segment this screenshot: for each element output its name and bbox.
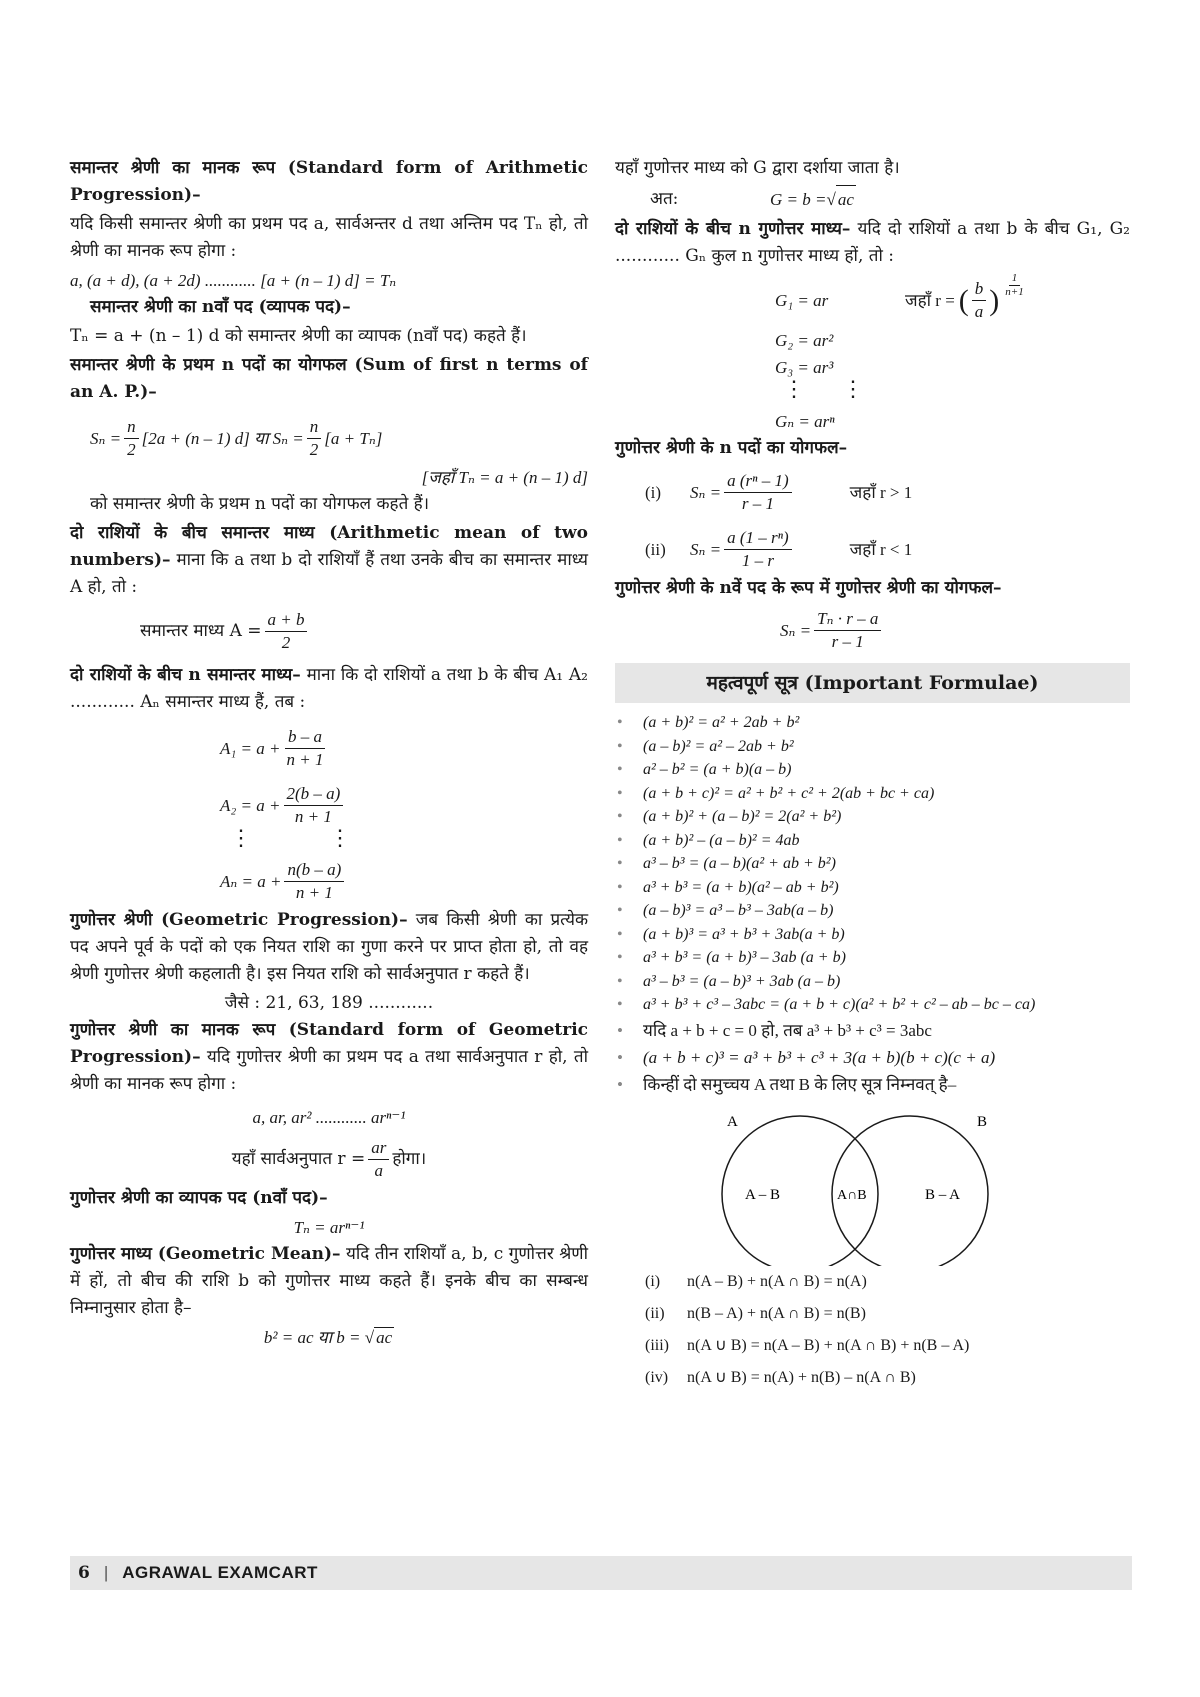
set-formula-text: n(A – B) + n(A ∩ B) = n(A) xyxy=(687,1272,867,1290)
heading-ap-n-means: दो राशियों के बीच n समान्तर माध्य– xyxy=(70,665,301,685)
list-item: • किन्हीं दो समुच्चय A तथा B के लिए सूत्र निम्नवत् है– xyxy=(615,1071,1130,1098)
list-item: • (a – b)² = a² – 2ab + b² xyxy=(615,735,1130,759)
numerator: ar xyxy=(368,1137,389,1160)
numerator: 2(b – a) xyxy=(284,783,344,806)
list-item: • (a + b)² – (a – b)² = 4ab xyxy=(615,829,1130,853)
text-gm-symbol: यहाँ गुणोत्तर माध्य को G द्वारा दर्शाया जाता है। xyxy=(615,158,900,178)
heading-gp-nth-term: गुणोत्तर श्रेणी का व्यापक पद (nवाँ पद)– xyxy=(70,1188,328,1208)
list-item: • a³ – b³ = (a – b)³ + 3ab (a – b) xyxy=(615,970,1130,994)
formula-g3: G₃ = ar³ xyxy=(775,358,834,377)
fraction xyxy=(284,783,344,828)
formula-g-text: G = b = xyxy=(770,189,827,209)
formula-gm-text: b² = ac या b = xyxy=(263,1328,365,1347)
gm-paragraph xyxy=(70,1241,588,1322)
formula-g-lhs: अत: xyxy=(650,188,679,209)
fraction xyxy=(124,416,139,461)
denominator: 2 xyxy=(127,440,136,459)
list-item: • (a + b)³ = a³ + b³ + 3ab(a + b) xyxy=(615,923,1130,947)
numerator: b – a xyxy=(285,726,325,749)
formula-lhs: Sₙ = xyxy=(690,540,722,559)
text-ap-mean: माना कि a तथा b दो राशियाँ हैं तथा उनके बीच का समान्तर माध्य A हो, तो : xyxy=(70,550,588,597)
denominator: a xyxy=(374,1161,384,1180)
formula-ap-mean xyxy=(70,609,588,654)
text-gp-n-means: यदि दो राशियों a तथा b के बीच G₁, G₂ ............ Gₙ कुल n गुणोत्तर माध्य हों, तो : xyxy=(615,219,1130,266)
page-number: 6 xyxy=(78,1563,90,1583)
gp-standard-paragraph xyxy=(70,1017,588,1098)
condition: जहाँ r < 1 xyxy=(849,540,913,559)
heading-gp-sum-nth: गुणोत्तर श्रेणी के nवें पद के रूप में गुणोत्तर श्रेणी का योगफल– xyxy=(615,578,1002,598)
formula-lhs: Sₙ = xyxy=(690,483,722,502)
label: (iii) xyxy=(645,1336,669,1354)
formula-gp-sum-2 xyxy=(615,527,1130,572)
list-item: • a² – b² = (a + b)(a – b) xyxy=(615,758,1130,782)
formula-ap-mean-lhs: समान्तर माध्य A = xyxy=(140,621,262,641)
numerator: n(b – a) xyxy=(284,859,344,882)
formula-a2-lhs: A₂ = a + xyxy=(220,796,281,815)
text-gp: जब किसी श्रेणी का प्रत्येक पद अपने पूर्व के पदों को एक नियत राशि का गुणा करने पर प्राप्त होता हो, तो वह श्रेणी गुणोत्तर श्रेणी कहलाती है। इस नियत राशि को सार्वअनुपात r कहते हैं। xyxy=(70,910,589,984)
venn-a-minus-b: A – B xyxy=(745,1186,781,1203)
numerator: a (rⁿ – 1) xyxy=(724,470,792,493)
heading-gp: गुणोत्तर श्रेणी (Geometric Progression)– xyxy=(70,910,408,930)
formula-g1-text: G₁ = ar xyxy=(775,291,829,310)
fraction xyxy=(724,470,792,515)
label: (i) xyxy=(645,1272,661,1290)
heading-gp-sum: गुणोत्तर श्रेणी के n पदों का योगफल– xyxy=(615,438,848,458)
denominator: r – 1 xyxy=(831,632,864,651)
formula-list xyxy=(615,711,1130,1017)
formula-gp-ratio-rhs: होगा। xyxy=(392,1149,427,1169)
list-item xyxy=(645,1266,1130,1298)
formula-an xyxy=(70,859,588,904)
heading-ap-nth-term: समान्तर श्रेणी का nवाँ पद (व्यापक पद)– xyxy=(90,297,351,317)
formula-gp-ratio-lhs: यहाँ सार्वअनुपात r = xyxy=(231,1149,366,1169)
label: (iv) xyxy=(645,1368,669,1386)
text-gp-standard: यदि गुणोत्तर श्रेणी का प्रथम पद a तथा सार्वअनुपात r हो, तो श्रेणी का मानक रूप होगा : xyxy=(70,1047,588,1094)
list-item: • (a + b + c)³ = a³ + b³ + c³ + 3(a + b)(b + c)(c + a) xyxy=(615,1044,1130,1071)
vertical-dots: ⋮ ⋮ xyxy=(230,826,351,851)
fraction xyxy=(307,416,322,461)
label: (ii) xyxy=(645,1304,665,1322)
numerator: Tₙ · r – a xyxy=(814,608,881,631)
text-ap-standard-form: यदि किसी समान्तर श्रेणी का प्रथम पद a, सार्वअन्तर d तथा अन्तिम पद Tₙ हो, तो श्रेणी का मानक रूप होगा : xyxy=(70,214,588,261)
denominator: n+1 xyxy=(1005,286,1024,298)
denominator: n + 1 xyxy=(286,750,324,769)
list-item: • a³ + b³ = (a + b)³ – 3ab (a + b) xyxy=(615,946,1130,970)
list-item: • a³ + b³ + c³ – 3abc = (a + b + c)(a² + b² + c² – ab – bc – ca) xyxy=(615,993,1130,1017)
denominator: n + 1 xyxy=(295,883,333,902)
list-item xyxy=(645,1330,1130,1362)
formula-ap-sum-mid: [2a + (n – 1) d] या Sₙ = xyxy=(141,429,304,448)
label: (i) xyxy=(645,483,662,502)
formula-a1 xyxy=(70,726,588,771)
fraction xyxy=(284,726,327,771)
set-formula-text: n(A ∪ B) = n(A) + n(B) – n(A ∩ B) xyxy=(687,1368,916,1386)
right-column xyxy=(615,155,1130,1394)
page-footer xyxy=(70,1556,1132,1590)
formula-a2 xyxy=(70,783,588,828)
fraction xyxy=(368,1137,389,1182)
numerator: 1 xyxy=(1009,272,1021,286)
footer-separator: | xyxy=(103,1563,109,1582)
vertical-dots: ⋮ ⋮ xyxy=(783,377,864,402)
formula-gn: Gₙ = arⁿ xyxy=(775,412,835,431)
venn-diagram xyxy=(615,1106,1130,1266)
list-item: • a³ + b³ = (a + b)(a² – ab + b²) xyxy=(615,876,1130,900)
denominator: n + 1 xyxy=(294,807,332,826)
list-item: • (a + b)² = a² + 2ab + b² xyxy=(615,711,1130,735)
formula-an-lhs: Aₙ = a + xyxy=(220,872,282,891)
ap-mean-paragraph xyxy=(70,520,588,601)
list-item: • (a + b)² + (a – b)² = 2(a² + b²) xyxy=(615,805,1130,829)
fraction xyxy=(814,608,881,653)
venn-b-minus-a: B – A xyxy=(925,1186,961,1203)
list-item: • (a – b)³ = a³ – b³ – 3ab(a – b) xyxy=(615,899,1130,923)
list-item xyxy=(645,1298,1130,1330)
set-formula-text: n(B – A) + n(A ∩ B) = n(B) xyxy=(687,1304,866,1322)
formula-gp-ratio xyxy=(70,1137,588,1182)
denominator: 1 – r xyxy=(741,551,774,570)
radicand: ac xyxy=(376,1328,393,1347)
important-formulae-heading: महत्वपूर्ण सूत्र (Important Formulae) xyxy=(615,663,1130,703)
brand-logo: AGRAWAL EXAMCART xyxy=(122,1563,318,1582)
text-ap-sum: को समान्तर श्रेणी के प्रथम n पदों का योगफल कहते हैं। xyxy=(90,494,430,514)
formula-gm: b² = ac या b = √ ac xyxy=(263,1328,393,1347)
numerator: a (1 – rⁿ) xyxy=(724,527,792,550)
ap-n-means-paragraph xyxy=(70,662,588,716)
formula-extra-list xyxy=(615,1017,1130,1098)
list-item xyxy=(645,1362,1130,1394)
formula-g1: G₁ = ar जहाँ r = ( $\frac{b}{a}$ ) $\frac{1}{n+1}$ xyxy=(615,278,1130,323)
text-gm: यदि तीन राशियाँ a, b, c गुणोत्तर श्रेणी में हों, तो बीच की राशि b को गुणोत्तर माध्य कहते हैं। इनके बीच का सम्बन्ध निम्नानुसार होता है– xyxy=(70,1244,589,1318)
exponent-fraction xyxy=(1002,272,1026,299)
formula-ap-sum xyxy=(70,416,588,461)
formula-gp-nth-term: Tₙ = arⁿ⁻¹ xyxy=(293,1218,365,1237)
formula-lhs: Sₙ = xyxy=(780,621,812,640)
text-ap-nth-term: Tₙ = a + (n – 1) d को समान्तर श्रेणी का व्यापक (nवाँ पद) कहते हैं। xyxy=(70,326,527,346)
heading-ap-sum: समान्तर श्रेणी के प्रथम n पदों का योगफल (Sum of first n terms of an A. P.)– xyxy=(70,355,588,402)
heading-gm: गुणोत्तर माध्य (Geometric Mean)– xyxy=(70,1244,341,1264)
fraction xyxy=(724,527,792,572)
list-item: • (a + b + c)² = a² + b² + c² + 2(ab + bc + ca) xyxy=(615,782,1130,806)
denominator: 2 xyxy=(309,440,319,459)
heading-gp-n-means: दो राशियों के बीच n गुणोत्तर माध्य– xyxy=(615,219,851,239)
label: (ii) xyxy=(645,540,666,559)
heading-gp-standard: गुणोत्तर श्रेणी का मानक रूप (Standard form of Geometric Progression)– xyxy=(70,1020,588,1067)
venn-a-cap-b: A∩B xyxy=(837,1187,867,1203)
formula-ap-standard: a, (a + d), (a + 2d) ............ [a + (n – 1) d] = Tₙ xyxy=(70,271,397,290)
gp-example: जैसे : 21, 63, 189 ............ xyxy=(224,993,434,1013)
formula-ap-sum-lhs: Sₙ = xyxy=(90,429,122,448)
formula-ap-sum-note: [जहाँ Tₙ = a + (n – 1) d] xyxy=(421,468,588,487)
set-formula-text: n(A ∪ B) = n(A – B) + n(A ∩ B) + n(B – A) xyxy=(687,1336,970,1354)
set-formula-list xyxy=(615,1266,1130,1394)
formula-g2: G₂ = ar² xyxy=(775,331,834,350)
fraction xyxy=(265,609,308,654)
formula-g: अत: G = b = √ ac xyxy=(615,185,1130,213)
venn-label-b: B xyxy=(977,1113,988,1130)
text-ap-n-means: माना कि दो राशियों a तथा b के बीच A₁ A₂ ............ Aₙ समान्तर माध्य हैं, तब : xyxy=(70,665,588,712)
formula-g1-where: जहाँ r = xyxy=(905,291,955,310)
denominator: 2 xyxy=(281,633,291,652)
left-column xyxy=(70,155,588,1351)
list-item: • a³ – b³ = (a – b)(a² + ab + b²) xyxy=(615,852,1130,876)
formula-a1-lhs: A₁ = a + xyxy=(220,739,281,758)
formula-gp-sum-nth xyxy=(615,608,1130,653)
formula-gp-sum-1 xyxy=(615,470,1130,515)
venn-label-a: A xyxy=(727,1113,738,1130)
numerator: n xyxy=(124,416,139,439)
formula-gp-standard: a, ar, ar² ............ arⁿ⁻¹ xyxy=(252,1108,406,1127)
list-item: • यदि a + b + c = 0 हो, तब a³ + b³ + c³ = 3abc xyxy=(615,1017,1130,1044)
numerator: b xyxy=(972,278,987,301)
denominator: a xyxy=(974,302,984,321)
gp-n-means-paragraph xyxy=(615,216,1130,270)
heading-ap-standard-form: समान्तर श्रेणी का मानक रूप (Standard form of Arithmetic Progression)– xyxy=(70,158,588,205)
gp-paragraph xyxy=(70,907,588,988)
fraction xyxy=(972,278,987,323)
radicand: ac xyxy=(836,185,856,213)
condition: जहाँ r > 1 xyxy=(849,483,913,502)
fraction xyxy=(284,859,344,904)
numerator: n xyxy=(307,416,322,439)
numerator: a + b xyxy=(265,609,308,632)
heading-ap-mean: दो राशियों के बीच समान्तर माध्य (Arithmetic mean of two numbers)– xyxy=(70,523,588,570)
formula-ap-sum-rest: [a + Tₙ] xyxy=(324,429,383,448)
denominator: r – 1 xyxy=(741,494,774,513)
